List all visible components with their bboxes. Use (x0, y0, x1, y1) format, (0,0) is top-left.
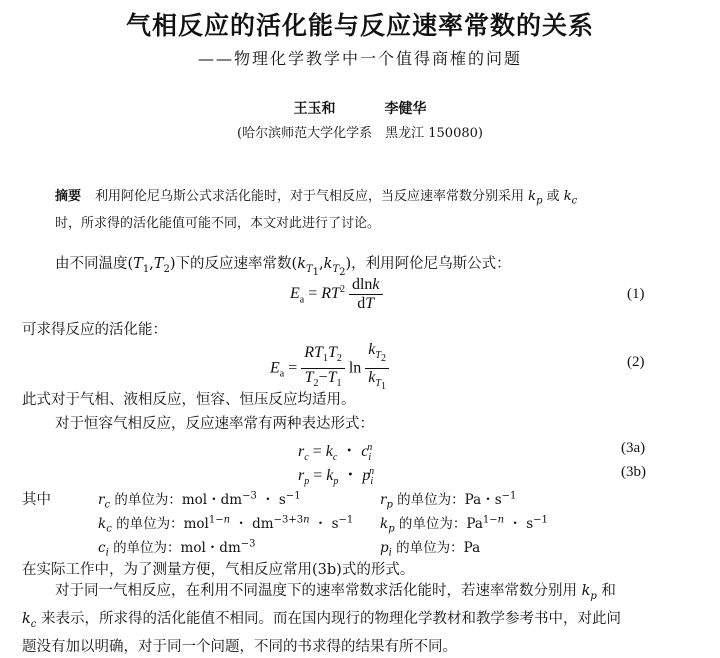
equation-3a-number: (3a) (621, 440, 646, 456)
unit-k-p: $k_p$ 的单位为：$Pa^{1-n}$ ・ $s^{-1}$ (380, 514, 548, 535)
abstract: 摘要 利用阿伦尼乌斯公式求活化能时，对于气相反应，当反应速率常数分别采用 $k_p$ 或 $k_c$ 时，所求得的活化能值可能不同，本文对此进行了讨论。 (55, 189, 578, 231)
affiliation: (哈尔滨师范大学化学系 黑龙江 150080) (237, 126, 483, 141)
equation-2-number: (2) (627, 354, 645, 370)
equation-1: $E_a = RT^2$ $\frac{dlnk}{dT}$ (290, 276, 383, 313)
equation-3b-number: (3b) (621, 464, 646, 480)
author-2: 李健华 (384, 101, 427, 117)
abstract-line-2: 时，所求得的活化能值可能不同，本文对此进行了讨论。 (55, 215, 381, 231)
paragraph-5: 在实际工作中，为了测量方便，气相反应常用(3b)式的形式。 (22, 562, 415, 578)
abstract-label: 摘要 (55, 189, 82, 204)
paper-subtitle: ——物理化学教学中一个值得商榷的问题 (197, 49, 522, 68)
unit-k-c: $k_c$ 的单位为：mol$^{1-n}$ ・ $dm^{-3+3n}$ ・ $s^{-1}$ (98, 514, 354, 535)
equation-2: $E_a$ = $\frac{RT_1T_2}{T_2-T_1}$ ln $\frac{k_{T_2}}{k_{T_1}}$ (270, 341, 389, 396)
unit-c-i: $c_i$ 的单位为：mol・$dm^{-3}$ (98, 538, 256, 559)
equation-3a: $r_c = k_c$ ・ $c_i^n$ (298, 441, 373, 464)
author-1: 王玉和 (293, 101, 336, 117)
paragraph-4: 对于恒容气相反应，反应速率常有两种表达形式： (55, 416, 374, 432)
unit-r-c: $r_c$ 的单位为：mol・$dm^{-3}$ ・ $s^{-1}$ (98, 490, 301, 511)
units-lead: 其中 (22, 492, 51, 508)
paragraph-3: 此式对于气相、液相反应，恒容、恒压反应均适用。 (22, 392, 356, 408)
equation-1-number: (1) (627, 286, 645, 302)
authors (0, 98, 720, 118)
equation-3b: $r_p = k_p$ ・ $p_i^n$ (298, 465, 375, 488)
paragraph-6: 对于同一气相反应，在利用不同温度下的速率常数求活化能时，若速率常数分别用 $k_p$ 和 $k_c$ 来表示，所求得的活化能值不相同。而在国内现行的物理化学教材和教学参考书中，对此问 题没有加以明确，对于同一个问题，不同的书求得的结果有所不同。 (22, 583, 622, 655)
unit-p-i: $p_i$ 的单位为：Pa (380, 540, 481, 559)
paragraph-2: 可求得反应的活化能： (22, 322, 167, 338)
paper-title: 气相反应的活化能与反应速率常数的关系 (125, 11, 594, 40)
paragraph-1: 由不同温度$(T_1,T_2)$下的反应速率常数$(k_{T_1},k_{T_2})$，利用阿伦尼乌斯公式： (55, 256, 511, 278)
abstract-line-1: 利用阿伦尼乌斯公式求活化能时，对于气相反应，当反应速率常数分别采用 (95, 189, 525, 204)
unit-r-p: $r_p$ 的单位为：Pa・$s^{-1}$ (380, 490, 517, 511)
